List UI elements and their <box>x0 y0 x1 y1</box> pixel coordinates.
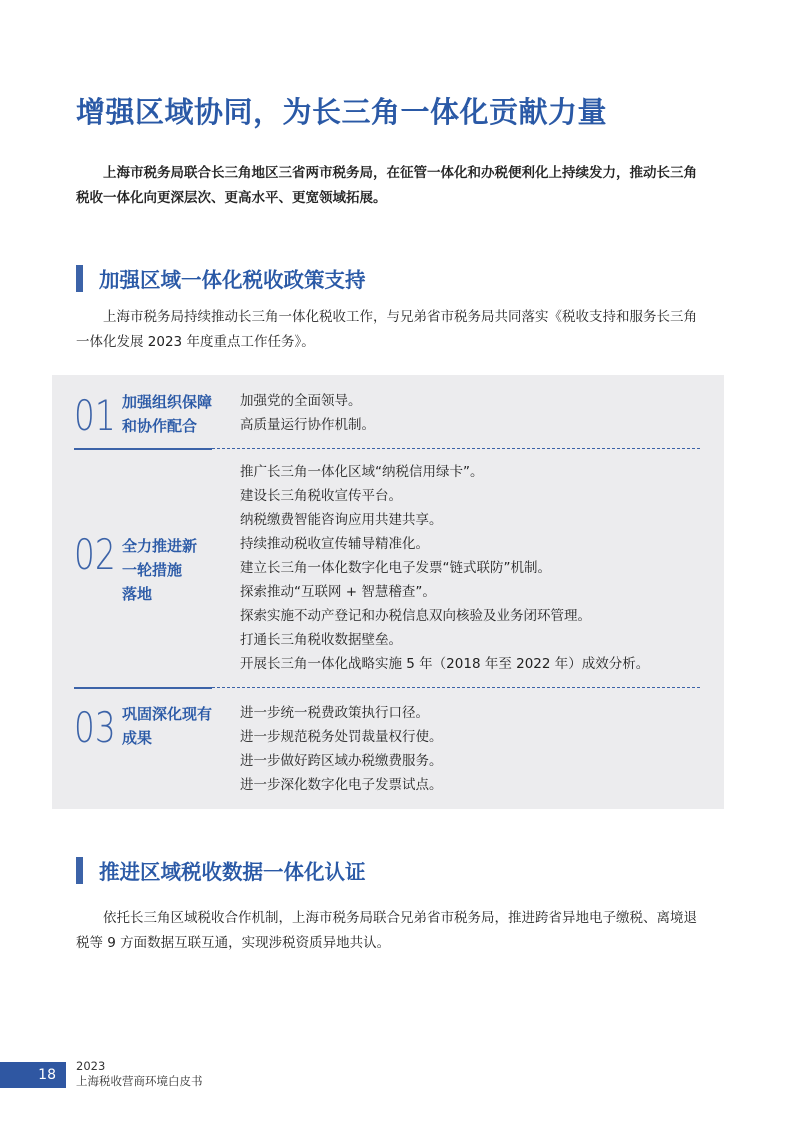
section-paragraph: 依托长三角区域税收合作机制，上海市税务局联合兄弟省市税务局，推进跨省异地电子缴税、离境退税等 9 方面数据互联互通，实现涉税资质异地共认。 <box>76 910 697 951</box>
list-item: 建设长三角税收宣传平台。 <box>240 488 402 504</box>
block-number: 02 <box>74 530 116 579</box>
list-item: 探索推动“互联网 + 智慧稽查”。 <box>240 584 436 600</box>
list-item: 进一步统一税费政策执行口径。 <box>240 705 429 721</box>
list-item: 开展长三角一体化战略实施 5 年（2018 年至 2022 年）成效分析。 <box>240 656 650 672</box>
block-items <box>240 701 443 797</box>
intro-paragraph: 上海市税务局联合长三角地区三省两市税务局，在征管一体化和办税便利化上持续发力，推动长三角税收一体化向更深层次、更高水平、更宽领域拓展。 <box>76 165 697 206</box>
block-label-line: 全力推进新 <box>122 537 198 555</box>
list-item: 探索实施不动产登记和办税信息双向核验及业务闭环管理。 <box>240 608 591 624</box>
section-bar <box>76 857 83 884</box>
footer-text <box>76 1059 203 1089</box>
page-number-box <box>0 1062 66 1088</box>
block-label-line: 和协作配合 <box>122 417 198 435</box>
block-label <box>122 702 232 750</box>
block-label-line: 加强组织保障 <box>122 393 213 411</box>
list-item: 建立长三角一体化数字化电子发票“链式联防”机制。 <box>240 560 551 576</box>
list-item: 进一步深化数字化电子发票试点。 <box>240 777 443 793</box>
list-item: 进一步规范税务处罚裁量权行使。 <box>240 729 443 745</box>
list-item: 进一步做好跨区域办税缴费服务。 <box>240 753 443 769</box>
section-paragraph: 上海市税务局持续推动长三角一体化税收工作，与兄弟省市税务局共同落实《税收支持和服务长三角一体化发展 2023 年度重点工作任务》。 <box>76 309 697 350</box>
list-item: 推广长三角一体化区域“纳税信用绿卡”。 <box>240 464 484 480</box>
list-item: 加强党的全面领导。 <box>240 393 362 409</box>
list-item: 高质量运行协作机制。 <box>240 417 375 433</box>
page-number: 18 <box>38 1067 56 1083</box>
measures-panel <box>52 375 724 809</box>
block-label-line: 一轮措施 <box>122 561 183 579</box>
block-items <box>240 389 375 437</box>
section-heading-policy <box>76 263 366 293</box>
section-title: 推进区域税收数据一体化认证 <box>99 860 366 884</box>
footer-book-title: 上海税收营商环境白皮书 <box>76 1074 203 1088</box>
block-label <box>122 390 232 438</box>
footer-year: 2023 <box>76 1059 106 1073</box>
section-heading-data <box>76 855 366 885</box>
block-label-line: 成果 <box>122 729 153 747</box>
section-bar <box>76 265 83 292</box>
block-number: 03 <box>74 703 116 752</box>
list-item: 纳税缴费智能咨询应用共建共享。 <box>240 512 443 528</box>
block-label <box>122 534 232 606</box>
block-label-line: 巩固深化现有 <box>122 705 213 723</box>
list-item: 持续推动税收宣传辅导精准化。 <box>240 536 429 552</box>
block-items <box>240 460 649 676</box>
section-title: 加强区域一体化税收政策支持 <box>99 268 366 292</box>
page-title: 增强区域协同，为长三角一体化贡献力量 <box>76 95 608 129</box>
list-item: 打通长三角税收数据壁垒。 <box>240 632 402 648</box>
block-label-line: 落地 <box>122 585 153 603</box>
block-number: 01 <box>74 391 116 440</box>
